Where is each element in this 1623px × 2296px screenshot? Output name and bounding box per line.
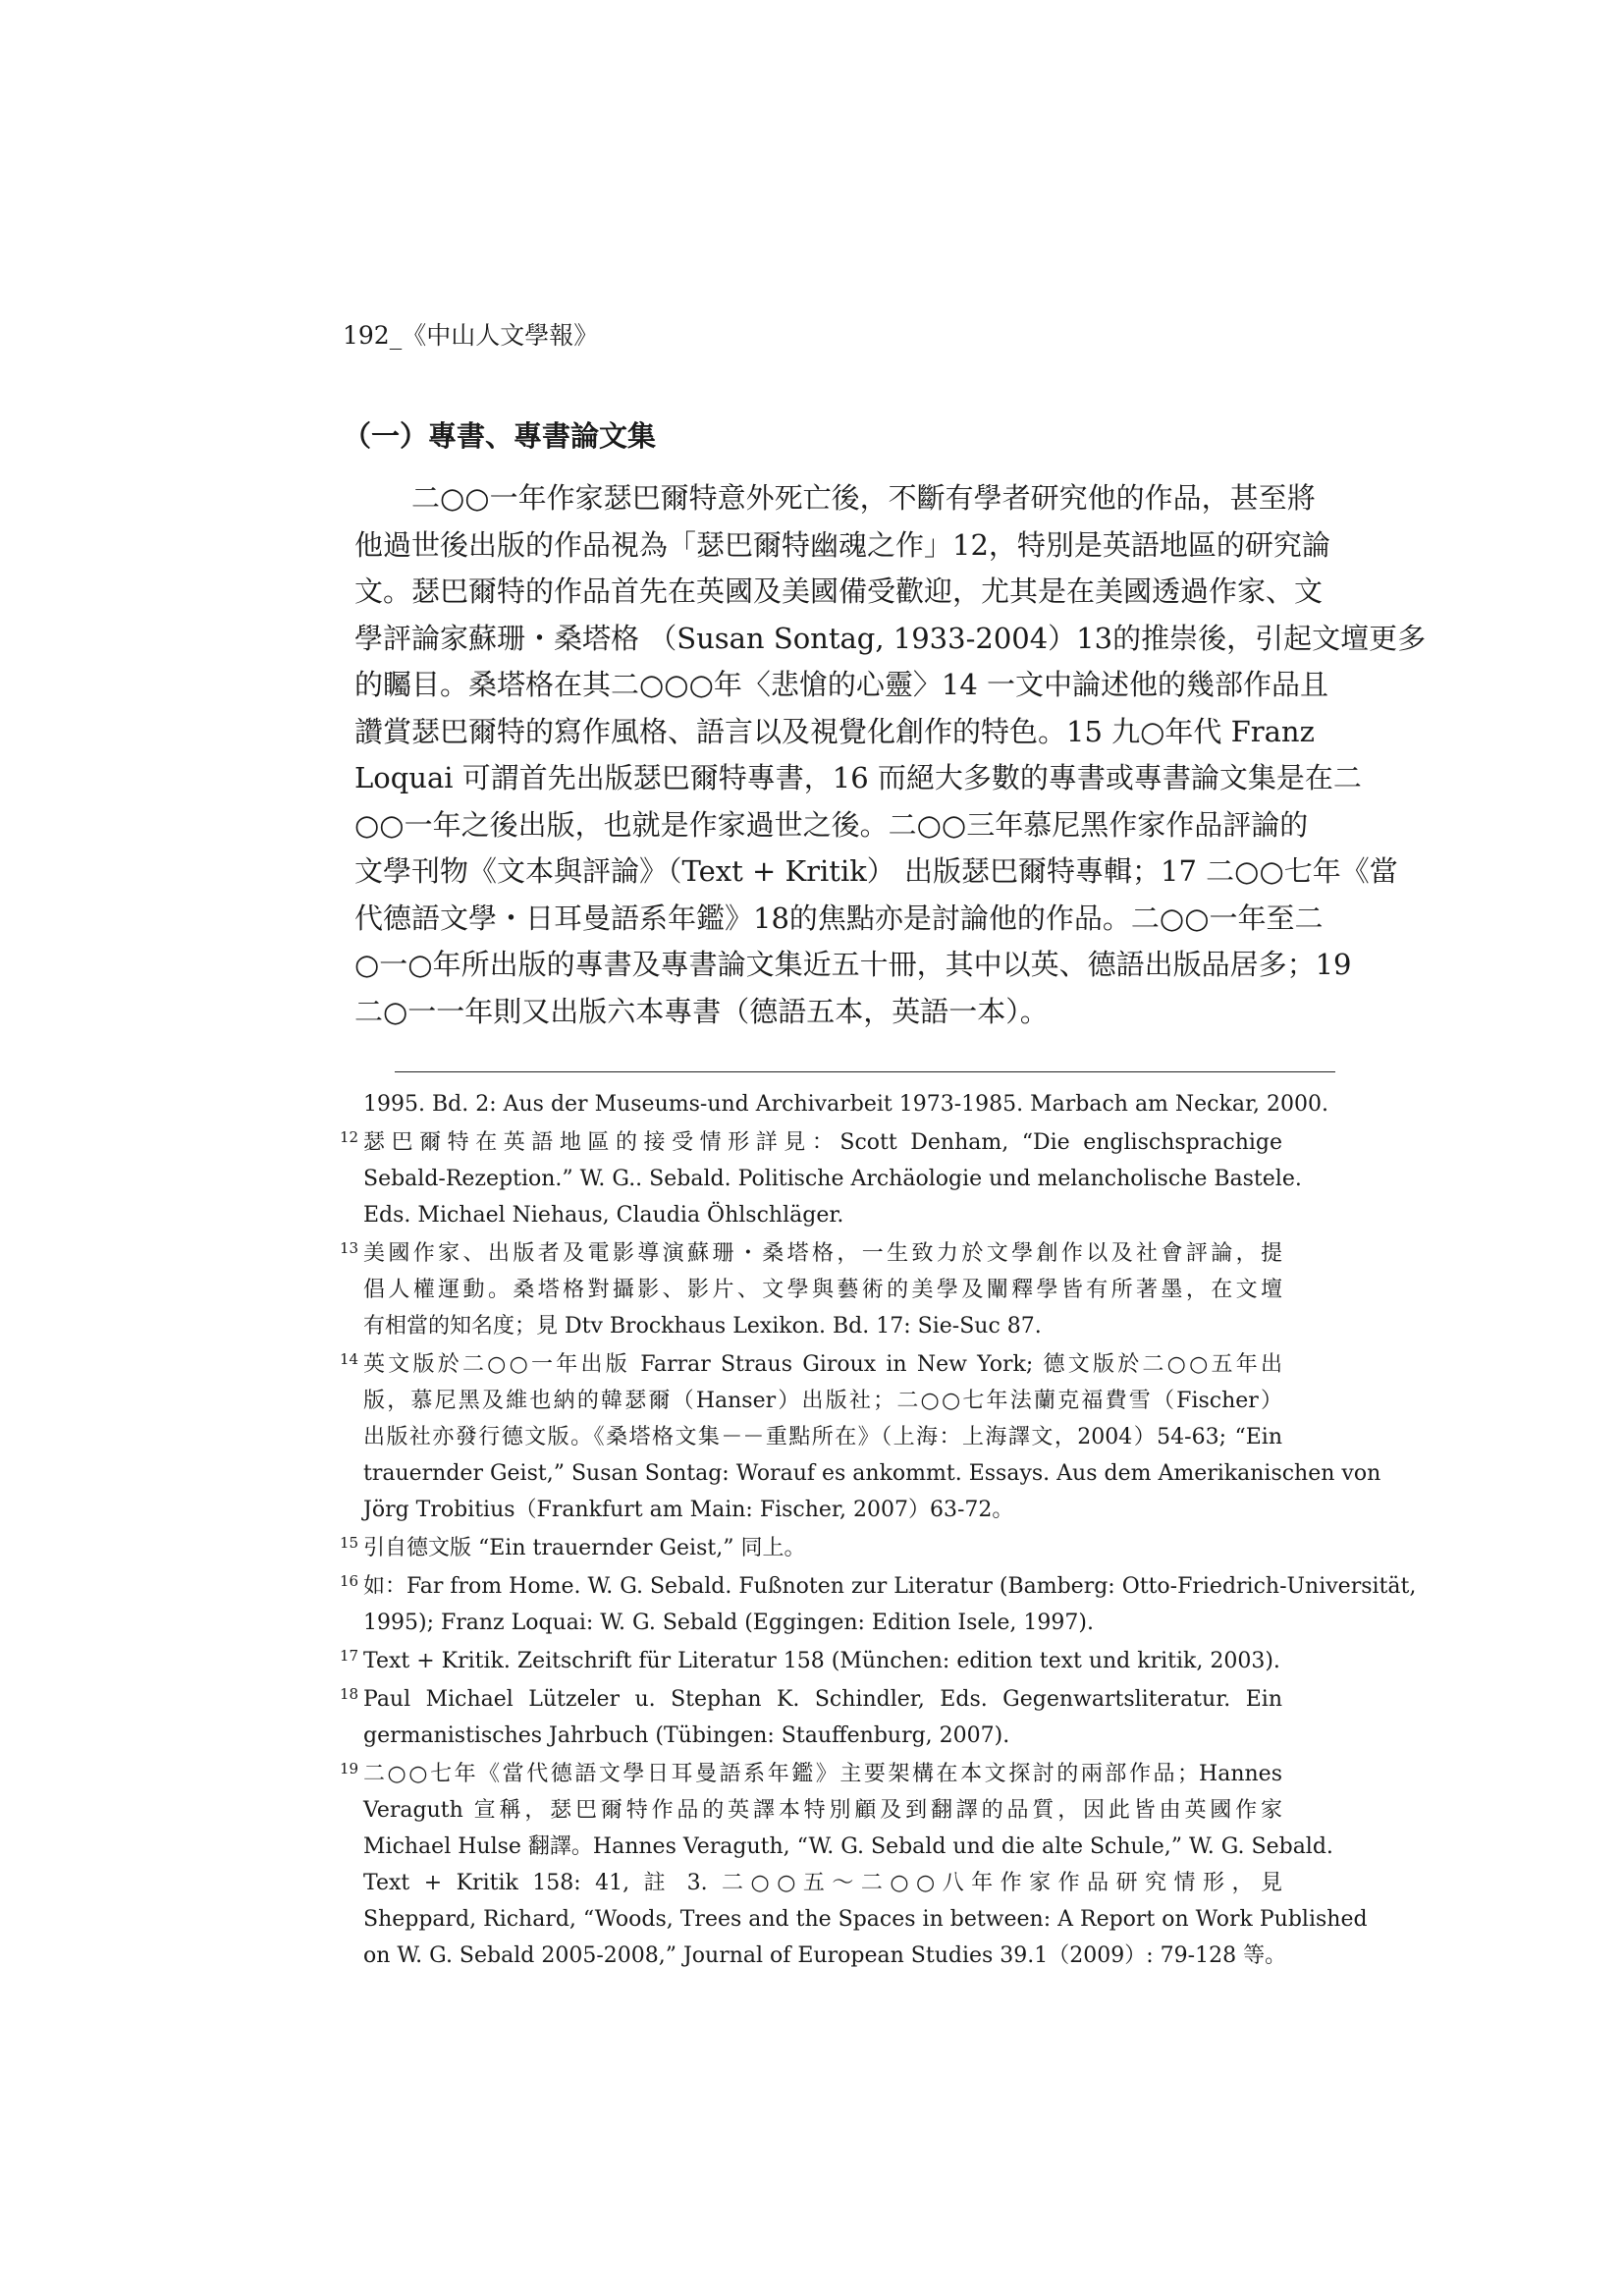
footnote: [340, 1086, 1329, 1122]
body-line: 文學刊物《文本與評論》（Text + Kritik） 出版瑟巴爾特專輯；17 二○○七年《當: [354, 854, 1398, 888]
footnote-line: 二○○七年《當代德語文學日耳曼語系年鑑》主要架構在本文探討的兩部作品；Hannes: [363, 1762, 1282, 1786]
footnote-line: Text + Kritik. Zeitschrift für Literatur 158 (München: edition text und kritik, 2003).: [363, 1649, 1280, 1673]
footnotes: [340, 1086, 1417, 1976]
body-line: ○○一年之後出版，也就是作家過世之後。二○○三年慕尼黑作家作品評論的: [354, 807, 1309, 842]
body-line: 他過世後出版的作品視為「瑟巴爾特幽魂之作」12，特別是英語地區的研究論: [354, 527, 1330, 562]
footnote: [340, 1756, 1368, 1974]
footnote-line: 如：Far from Home. W. G. Sebald. Fußnoten zur Literatur (Bamberg: Otto-Friedrich-Universität,: [363, 1574, 1417, 1599]
footnote: [340, 1346, 1381, 1528]
footnote-line: 有相當的知名度；見 Dtv Brockhaus Lexikon. Bd. 17: Sie-Suc 87.: [363, 1314, 1042, 1339]
body-line: ○一○年所出版的專書及專書論文集近五十冊，其中以英、德語出版品居多；19: [354, 948, 1352, 981]
footnote-line: trauernder Geist,” Susan Sontag: Worauf es ankommt. Essays. Aus dem Amerikanischen von: [363, 1461, 1381, 1486]
footnote-line: Eds. Michael Niehaus, Claudia Öhlschläger.: [363, 1203, 844, 1228]
footnote-line: 1995. Bd. 2: Aus der Museums-und Archivarbeit 1973-1985. Marbach am Neckar, 2000.: [363, 1092, 1329, 1117]
footnote-number: 13: [340, 1239, 359, 1257]
footnote-divider: [395, 1071, 1335, 1072]
footnote-number: 17: [340, 1647, 359, 1665]
footnote: [340, 1530, 1282, 1566]
body-line: 讚賞瑟巴爾特的寫作風格、語言以及視覺化創作的特色。15 九○年代 Franz: [354, 714, 1315, 748]
footnote-number: 19: [340, 1760, 359, 1777]
footnote-line: 1995); Franz Loquai: W. G. Sebald (Eggingen: Edition Isele, 1997).: [363, 1611, 1094, 1635]
footnote-line: on W. G. Sebald 2005-2008,” Journal of European Studies 39.1（2009）: 79-128 等。: [363, 1943, 1287, 1968]
footnote-line: Veraguth 宣稱，瑟巴爾特作品的英譯本特別顧及到翻譯的品質，因此皆由英國作家: [363, 1798, 1282, 1823]
footnote-line: Jörg Trobitius（Frankfurt am Main: Fischer, 2007）63-72。: [363, 1498, 1014, 1522]
footnote-number: 16: [340, 1572, 359, 1590]
footnote-line: 引自德文版 “Ein trauernder Geist,” 同上。: [363, 1536, 806, 1560]
footnote-number: 18: [340, 1685, 359, 1703]
footnote: [340, 1124, 1302, 1233]
footnote: [340, 1568, 1417, 1641]
footnote-number: 14: [340, 1350, 359, 1368]
footnote: [340, 1681, 1282, 1754]
footnote-line: germanistisches Jahrbuch (Tübingen: Stauffenburg, 2007).: [363, 1723, 1010, 1748]
body-line: 學評論家蘇珊・桑塔格 （Susan Sontag, 1933-2004）13的推崇後，引起文壇更多: [354, 621, 1427, 655]
body-line: 代德語文學・日耳曼語系年鑑》18的焦點亦是討論他的作品。二○○一年至二: [354, 901, 1324, 935]
footnote-line: Paul Michael Lützeler u. Stephan K. Schindler, Eds. Gegenwartsliteratur. Ein: [363, 1687, 1282, 1712]
footnote-line: 美國作家、出版者及電影導演蘇珊・桑塔格，一生致力於文學創作以及社會評論，提: [363, 1241, 1282, 1266]
body-line: 文。瑟巴爾特的作品首先在英國及美國備受歡迎，尤其是在美國透過作家、文: [354, 574, 1324, 608]
footnote-line: Sheppard, Richard, “Woods, Trees and the Spaces in between: A Report on Work Published: [363, 1907, 1368, 1932]
body-line: 二○一一年則又出版六本專書（德語五本，英語一本）。: [354, 994, 1049, 1028]
footnote-line: Text + Kritik 158: 41, 註 3. 二○○五～二○○八年作家作品研究情形，見: [363, 1871, 1282, 1895]
footnote: [340, 1643, 1282, 1679]
body-line: 的矚目。桑塔格在其二○○○年〈悲愴的心靈〉14 一文中論述他的幾部作品且: [354, 668, 1329, 701]
footnote-line: 瑟巴爾特在英語地區的接受情形詳見：Scott Denham, “Die englischsprachige: [363, 1130, 1282, 1155]
footnote-line: 出版社亦發行德文版。《桑塔格文集－－重點所在》（上海：上海譯文，2004）54-63; “Ein: [363, 1425, 1282, 1449]
footnote-line: Sebald-Rezeption.” W. G.. Sebald. Politische Archäologie und melancholische Bastele.: [363, 1167, 1302, 1191]
footnote-line: 英文版於二○○一年出版 Farrar Straus Giroux in New York; 德文版於二○○五年出: [363, 1352, 1282, 1377]
body-line: Loquai 可謂首先出版瑟巴爾特專書，16 而絕大多數的專書或專書論文集是在二: [354, 761, 1362, 794]
footnote: [340, 1235, 1282, 1344]
running-head: 192_《中山人文學報》: [343, 321, 599, 350]
footnote-line: 版，慕尼黑及維也納的韓瑟爾（Hanser）出版社；二○○七年法蘭克福費雪（Fischer）: [363, 1389, 1282, 1413]
body-line: 二○○一年作家瑟巴爾特意外死亡後，不斷有學者研究他的作品，甚至將: [411, 481, 1316, 515]
footnote-number: 12: [340, 1128, 359, 1146]
section-heading: （一）專書、專書論文集: [343, 419, 657, 453]
footnote-line: Michael Hulse 翻譯。Hannes Veraguth, “W. G. Sebald und die alte Schule,” W. G. Sebald.: [363, 1834, 1333, 1859]
body-text: [354, 475, 1427, 1035]
footnote-line: 倡人權運動。桑塔格對攝影、影片、文學與藝術的美學及闡釋學皆有所著墨，在文壇: [363, 1278, 1282, 1302]
footnote-number: 15: [340, 1534, 359, 1552]
